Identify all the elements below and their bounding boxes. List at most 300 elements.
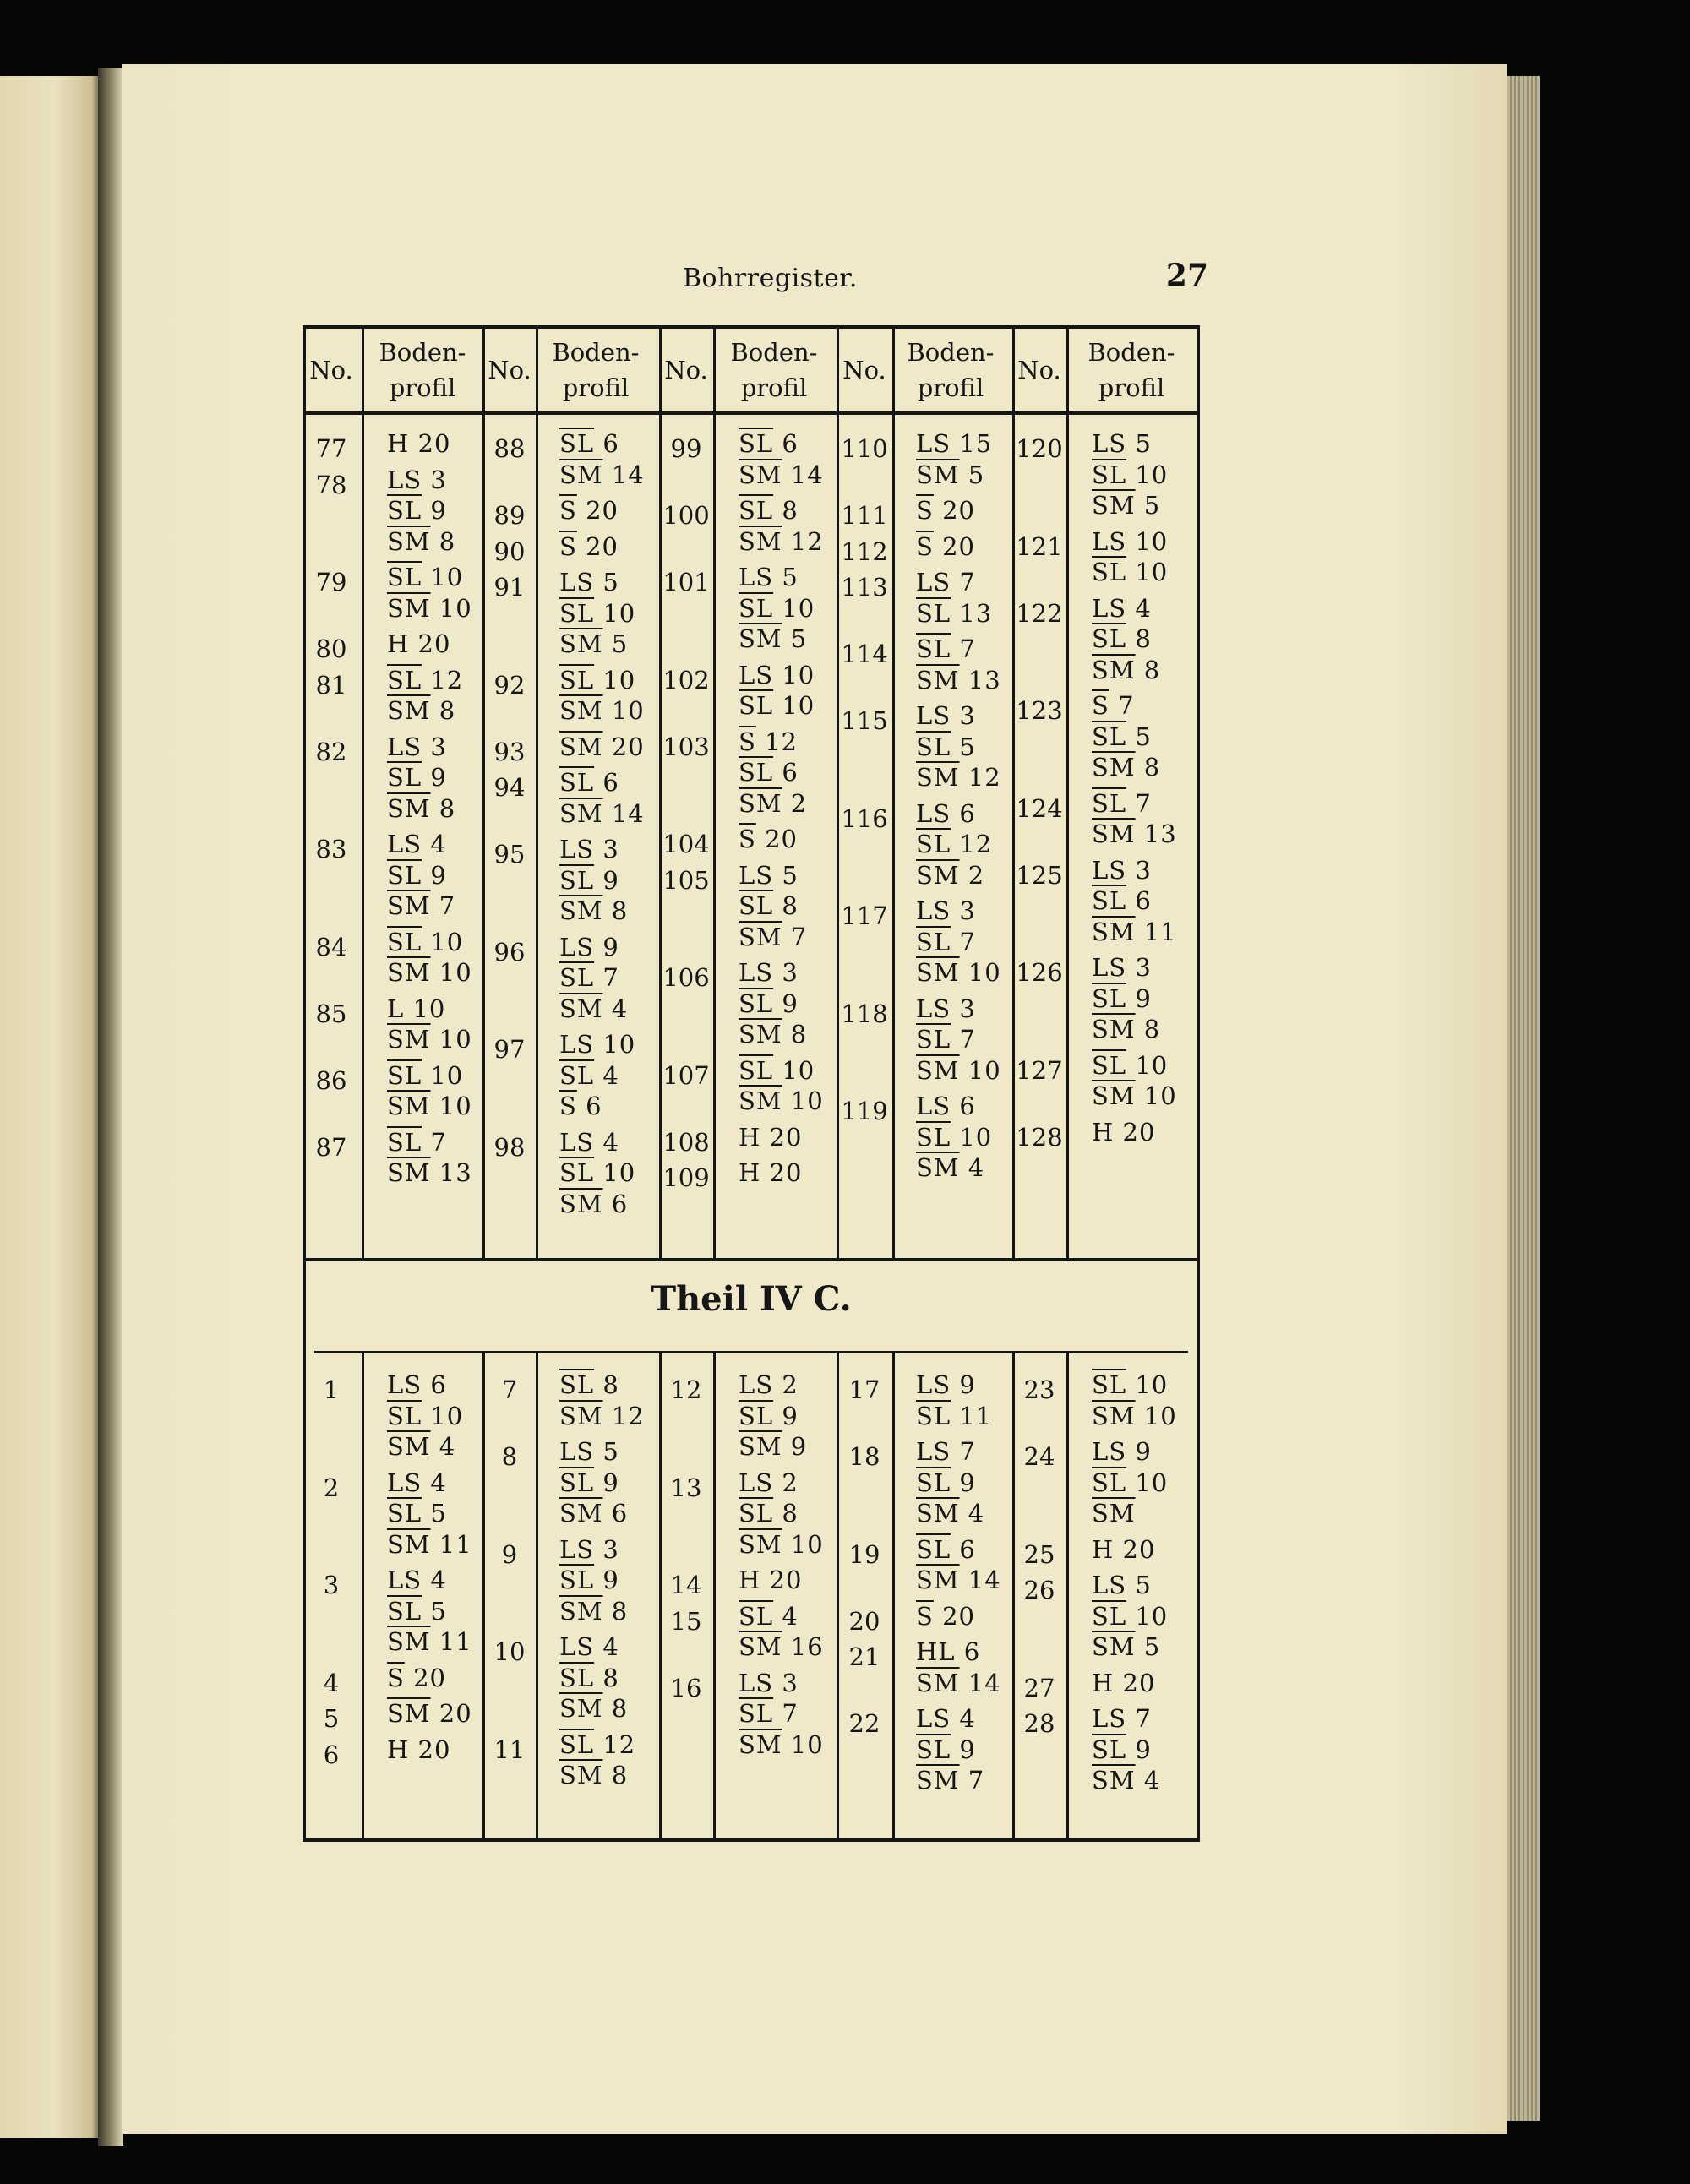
thickness-value: 5 bbox=[422, 1596, 447, 1626]
column-rule bbox=[713, 329, 716, 1258]
profile-entry bbox=[559, 1730, 635, 1759]
soil-code: $\overline{SM}$ bbox=[739, 1020, 782, 1048]
bodenprofil-line bbox=[916, 1765, 984, 1795]
bodenprofil-line bbox=[559, 994, 628, 1024]
profile-entry bbox=[916, 1766, 984, 1795]
profile-entry bbox=[559, 1061, 619, 1090]
thickness-value: 10 bbox=[602, 696, 645, 725]
bodenprofil-line bbox=[739, 757, 799, 787]
bodenprofil-line bbox=[1092, 1570, 1152, 1600]
profile-entry bbox=[559, 1402, 645, 1430]
bodenprofil-line bbox=[559, 932, 619, 962]
profile-entry bbox=[916, 896, 976, 925]
thickness-value: 20 bbox=[576, 531, 619, 561]
bodenprofil-line bbox=[387, 526, 455, 557]
bodenprofil-line bbox=[387, 1565, 447, 1595]
bore-number: 84 bbox=[315, 932, 347, 961]
bodenprofil-line bbox=[1092, 557, 1168, 587]
profile-entry bbox=[916, 763, 1001, 792]
thickness-value: 9 bbox=[594, 1468, 619, 1497]
thickness-value: 5 bbox=[951, 732, 976, 761]
thickness-value: 12 bbox=[782, 526, 824, 556]
profile-entry bbox=[916, 666, 1001, 694]
thickness-value: 14 bbox=[959, 1566, 1001, 1594]
profile-entry bbox=[739, 661, 815, 689]
soil-code: LS bbox=[916, 1437, 951, 1466]
soil-code: $\overline{SM}$ bbox=[739, 922, 782, 951]
profile-entry bbox=[387, 527, 455, 556]
bore-number: 23 bbox=[1023, 1375, 1055, 1404]
soil-code: $\overline{SM}$ bbox=[916, 460, 960, 489]
thickness-value: 20 bbox=[755, 825, 798, 853]
bodenprofil-line bbox=[916, 1401, 992, 1431]
profile-entry bbox=[387, 928, 463, 956]
bore-number: 126 bbox=[1016, 958, 1063, 987]
profile-entry bbox=[387, 1025, 472, 1054]
soil-code: LS bbox=[916, 568, 951, 596]
bodenprofil-line bbox=[559, 1663, 619, 1693]
thickness-value: 12 bbox=[602, 1401, 645, 1430]
bodenprofil-line bbox=[559, 767, 619, 798]
bodenprofil-line bbox=[916, 1498, 984, 1528]
thickness-value: 11 bbox=[1135, 917, 1177, 946]
bodenprofil-line bbox=[739, 460, 824, 490]
bodenprofil-line bbox=[387, 994, 445, 1024]
bodenprofil-line bbox=[739, 1086, 824, 1116]
soil-code: LS bbox=[1092, 953, 1127, 982]
soil-code: $\overline{SL}$ bbox=[739, 1499, 774, 1528]
soil-code: $\overline{SM}$ bbox=[1092, 491, 1136, 520]
profile-entry bbox=[739, 496, 799, 525]
profile-entry bbox=[916, 532, 975, 561]
thickness-value: 5 bbox=[782, 624, 808, 653]
bodenprofil-line bbox=[559, 567, 619, 597]
soil-code: $\overline{SL}$ bbox=[1092, 1370, 1127, 1399]
thickness-value: 6 bbox=[955, 1637, 981, 1666]
header-bodenprofil bbox=[363, 329, 482, 411]
soil-code: $\overline{SL}$ bbox=[1092, 1468, 1127, 1497]
profile-entry bbox=[559, 896, 628, 925]
bodenprofil-line bbox=[739, 727, 798, 757]
bore-number: 103 bbox=[662, 732, 710, 761]
thickness-value: 6 bbox=[576, 1092, 602, 1120]
soil-code: H bbox=[1092, 1668, 1115, 1697]
soil-code: $\overline{SL}$ bbox=[916, 1401, 951, 1430]
soil-code: H bbox=[1092, 1117, 1115, 1146]
bodenprofil-line bbox=[1092, 1050, 1168, 1081]
soil-code: $\overline{SM}$ bbox=[559, 1189, 603, 1218]
bodenprofil-line bbox=[559, 1693, 628, 1724]
soil-code: $\overline{SL}$ bbox=[559, 598, 595, 628]
profile-entry bbox=[559, 568, 619, 596]
soil-code: LS bbox=[916, 798, 951, 828]
thickness-value: 3 bbox=[773, 1668, 799, 1697]
thickness-value: 11 bbox=[430, 1627, 472, 1656]
bore-number: 11 bbox=[493, 1735, 526, 1764]
thickness-value: 10 bbox=[773, 593, 815, 623]
thickness-value: 5 bbox=[959, 460, 985, 489]
bodenprofil-line bbox=[559, 598, 635, 629]
soil-code: $\overline{SM}$ bbox=[739, 526, 782, 556]
profile-entry bbox=[739, 1499, 799, 1528]
thickness-value: 9 bbox=[422, 763, 447, 792]
thickness-value: 10 bbox=[773, 691, 815, 720]
soil-code: $\overline{SL}$ bbox=[559, 963, 595, 992]
soil-code: $\overline{SM}$ bbox=[1092, 753, 1136, 782]
soil-code: LS bbox=[916, 1092, 951, 1120]
bodenprofil-line bbox=[387, 1498, 447, 1528]
soil-code: $\overline{SL}$ bbox=[916, 1122, 951, 1152]
profile-entry bbox=[559, 1092, 602, 1120]
bore-number: 88 bbox=[493, 434, 526, 463]
thickness-value: 4 bbox=[422, 1468, 447, 1497]
bodenprofil-line bbox=[739, 890, 799, 921]
soil-code: $\overline{SM}$ bbox=[387, 891, 431, 920]
profile-entry bbox=[916, 1402, 992, 1430]
thickness-value: 7 bbox=[951, 1025, 976, 1054]
bodenprofil-line bbox=[387, 1735, 450, 1765]
bore-number: 19 bbox=[848, 1539, 880, 1569]
soil-code: $\overline{SL}$ bbox=[916, 1025, 951, 1054]
bore-number: 128 bbox=[1016, 1122, 1063, 1152]
header-no: No. bbox=[1017, 356, 1061, 384]
bodenprofil-line bbox=[739, 1055, 815, 1086]
profile-entry bbox=[739, 691, 815, 720]
bodenprofil-line bbox=[1092, 1534, 1155, 1565]
column-rule bbox=[1012, 329, 1015, 1258]
thickness-value: 20 bbox=[1114, 1534, 1156, 1564]
bodenprofil-line bbox=[559, 1189, 628, 1219]
thickness-value: 4 bbox=[594, 1632, 619, 1661]
profile-entry bbox=[1092, 1704, 1152, 1733]
profile-entry bbox=[387, 1158, 472, 1187]
bodenprofil-line bbox=[1092, 855, 1152, 885]
thickness-value: 10 bbox=[594, 1158, 636, 1187]
profile-entry bbox=[1092, 1468, 1168, 1497]
soil-code: LS bbox=[916, 1370, 951, 1399]
thickness-value: 10 bbox=[430, 1025, 472, 1054]
soil-code: LS bbox=[387, 830, 422, 858]
bore-number: 18 bbox=[848, 1442, 880, 1471]
profile-entry bbox=[559, 666, 635, 694]
thickness-value: 8 bbox=[602, 1761, 629, 1789]
bore-number: 113 bbox=[841, 573, 888, 602]
thickness-value: 10 bbox=[594, 1030, 636, 1059]
thickness-value: 7 bbox=[782, 922, 808, 951]
bodenprofil-line bbox=[739, 860, 799, 890]
thickness-value: 10 bbox=[1126, 558, 1169, 586]
thickness-value: 10 bbox=[1126, 1050, 1169, 1080]
profile-entry bbox=[1092, 558, 1168, 586]
profile-entry bbox=[387, 1061, 463, 1090]
bodenprofil-line bbox=[559, 1596, 628, 1626]
bore-number: 102 bbox=[662, 665, 710, 694]
soil-code: LS bbox=[1092, 1704, 1127, 1733]
bodenprofil-line bbox=[916, 634, 976, 664]
bodenprofil-line bbox=[1092, 428, 1152, 459]
soil-code: $\overline{SM}$ bbox=[1092, 1499, 1136, 1528]
profile-entry bbox=[387, 1432, 455, 1461]
bore-number: 78 bbox=[315, 470, 347, 499]
profile-entry bbox=[739, 624, 807, 653]
soil-code: $\overline{SM}$ bbox=[387, 1158, 431, 1187]
soil-code: $\overline{SL}$ bbox=[1092, 983, 1127, 1013]
bodenprofil-line bbox=[739, 824, 798, 854]
profile-entry bbox=[559, 994, 628, 1023]
profile-entry bbox=[559, 1597, 628, 1626]
bodenprofil-line bbox=[739, 1401, 799, 1431]
thickness-value: 14 bbox=[602, 460, 645, 489]
bodenprofil-line bbox=[916, 762, 1001, 792]
bodenprofil-line bbox=[559, 428, 619, 459]
thickness-value: 20 bbox=[409, 1735, 451, 1764]
thickness-value: 8 bbox=[430, 696, 456, 725]
profile-entry bbox=[1092, 1571, 1152, 1599]
thickness-value: 10 bbox=[422, 1060, 464, 1090]
column-rule bbox=[713, 1351, 716, 1838]
thickness-value: 9 bbox=[951, 1468, 976, 1497]
thickness-value: 14 bbox=[959, 1668, 1001, 1697]
profile-entry bbox=[559, 1499, 628, 1528]
bodenprofil-line bbox=[739, 957, 799, 988]
bodenprofil-line bbox=[916, 1122, 992, 1152]
soil-code: $\overline{SM}$ bbox=[739, 1529, 782, 1559]
soil-code: H bbox=[739, 1158, 761, 1187]
thickness-value: 8 bbox=[1135, 1015, 1161, 1043]
thickness-value: 5 bbox=[773, 860, 799, 890]
soil-code: $\overline{SM}$ bbox=[387, 1432, 431, 1461]
profile-entry bbox=[559, 1535, 619, 1564]
soil-code: $\overline{S}$ bbox=[559, 531, 577, 561]
bore-number: 6 bbox=[323, 1740, 340, 1769]
thickness-value: 8 bbox=[430, 526, 456, 556]
thickness-value: 8 bbox=[602, 1596, 629, 1626]
bodenprofil-line bbox=[916, 1668, 1001, 1698]
thickness-value: 4 bbox=[422, 830, 447, 858]
soil-code: $\overline{SM}$ bbox=[559, 460, 603, 489]
bodenprofil-line bbox=[387, 1698, 472, 1729]
soil-code: $\overline{SM}$ bbox=[387, 1627, 431, 1656]
bodenprofil-line bbox=[559, 1565, 619, 1595]
bodenprofil-line bbox=[1092, 593, 1152, 624]
soil-code: H bbox=[387, 1735, 410, 1764]
profile-entry bbox=[916, 928, 976, 956]
soil-code: $\overline{SM}$ bbox=[916, 860, 960, 890]
profile-entry bbox=[916, 1669, 1001, 1697]
profile-entry bbox=[387, 1370, 447, 1399]
profile-entry bbox=[1092, 1437, 1152, 1466]
thickness-value: 6 bbox=[1126, 886, 1152, 915]
bore-number: 79 bbox=[315, 568, 347, 596]
bodenprofil-line bbox=[916, 1055, 1001, 1086]
soil-code: $\overline{SL}$ bbox=[1092, 788, 1127, 818]
profile-entry bbox=[916, 568, 976, 596]
bore-number: 94 bbox=[493, 773, 526, 802]
profile-entry bbox=[559, 599, 635, 628]
profile-entry bbox=[739, 1402, 799, 1430]
profile-entry bbox=[1092, 886, 1152, 915]
profile-entry bbox=[739, 1530, 824, 1559]
bodenprofil-line bbox=[1092, 690, 1135, 721]
bodenprofil-line bbox=[739, 1431, 807, 1462]
soil-code: $\overline{SM}$ bbox=[559, 896, 603, 925]
thickness-value: 8 bbox=[782, 1020, 808, 1048]
bore-number: 27 bbox=[1023, 1673, 1055, 1702]
header-text: Boden- bbox=[730, 338, 818, 367]
thickness-value: 9 bbox=[594, 1566, 619, 1594]
thickness-value: 6 bbox=[951, 1534, 976, 1564]
bodenprofil-line bbox=[916, 1637, 980, 1667]
soil-code: $\overline{S}$ bbox=[739, 727, 756, 756]
bodenprofil-line bbox=[387, 629, 450, 659]
bore-number: 15 bbox=[670, 1606, 702, 1636]
soil-code: $\overline{SM}$ bbox=[559, 1596, 603, 1626]
header-text: Boden- bbox=[1088, 338, 1175, 367]
bodenprofil-line bbox=[1092, 1631, 1160, 1662]
bore-number: 104 bbox=[662, 830, 710, 858]
profile-entry bbox=[916, 1092, 976, 1120]
profile-entry bbox=[387, 1092, 472, 1120]
profile-entry bbox=[1092, 856, 1152, 885]
bore-number: 82 bbox=[315, 737, 347, 766]
bodenprofil-line bbox=[387, 762, 447, 792]
profile-entry bbox=[739, 923, 807, 951]
soil-code: $\overline{SM}$ bbox=[916, 958, 960, 987]
thickness-value: 10 bbox=[594, 598, 636, 628]
soil-code: $\overline{SL}$ bbox=[387, 1596, 422, 1626]
soil-code: LS bbox=[916, 429, 951, 458]
thickness-value: 9 bbox=[951, 1735, 976, 1764]
bodenprofil-line bbox=[559, 834, 619, 864]
thickness-value: 5 bbox=[773, 563, 799, 591]
bodenprofil-line bbox=[559, 1060, 619, 1091]
profile-entry bbox=[387, 563, 463, 591]
soil-code: $\overline{SL}$ bbox=[916, 1468, 951, 1497]
soil-code: H bbox=[739, 1122, 761, 1152]
thickness-value: 8 bbox=[773, 496, 799, 525]
thickness-value: 8 bbox=[773, 891, 799, 920]
profile-entry bbox=[1092, 1015, 1160, 1043]
thickness-value: 3 bbox=[422, 732, 447, 761]
facing-page-edge bbox=[0, 76, 100, 2138]
soil-code: LS bbox=[739, 860, 774, 890]
thickness-value: 12 bbox=[422, 665, 464, 694]
thickness-value: 4 bbox=[959, 1499, 985, 1528]
thickness-value: 6 bbox=[602, 1189, 629, 1218]
bodenprofil-line bbox=[1092, 1735, 1152, 1765]
bodenprofil-line bbox=[1092, 1668, 1155, 1698]
soil-code: $\overline{SM}$ bbox=[387, 958, 431, 987]
soil-code: $\overline{SM}$ bbox=[739, 624, 782, 653]
profile-entry bbox=[916, 1704, 976, 1733]
profile-entry bbox=[1092, 1735, 1152, 1764]
profile-entry bbox=[1092, 1602, 1168, 1631]
bodenprofil-line bbox=[739, 1370, 799, 1400]
profile-entry bbox=[387, 1597, 447, 1626]
soil-code: $\overline{SM}$ bbox=[559, 696, 603, 725]
profile-entry bbox=[1092, 1632, 1160, 1661]
bore-number: 119 bbox=[841, 1097, 888, 1125]
bodenprofil-line bbox=[559, 1157, 635, 1188]
thickness-value: 11 bbox=[951, 1401, 993, 1430]
bodenprofil-line bbox=[739, 1729, 824, 1760]
soil-code: $\overline{SL}$ bbox=[916, 927, 951, 956]
soil-code: $\overline{SM}$ bbox=[739, 1632, 782, 1661]
column-rule bbox=[659, 1351, 662, 1838]
thickness-value: 12 bbox=[951, 830, 993, 858]
thickness-value: 5 bbox=[594, 568, 619, 596]
thickness-value: 13 bbox=[959, 665, 1001, 694]
profile-entry bbox=[739, 1432, 807, 1461]
thickness-value: 10 bbox=[782, 1529, 824, 1559]
bore-number: 93 bbox=[493, 737, 526, 766]
bodenprofil-line bbox=[1092, 460, 1168, 490]
bore-number: 86 bbox=[315, 1065, 347, 1095]
thickness-value: 20 bbox=[933, 496, 975, 525]
bore-number: 109 bbox=[662, 1163, 710, 1192]
thickness-value: 5 bbox=[1135, 1632, 1161, 1661]
profile-entry bbox=[1092, 984, 1152, 1013]
thickness-value: 9 bbox=[1126, 1735, 1152, 1764]
thickness-value: 20 bbox=[409, 429, 451, 458]
column-rule bbox=[837, 329, 839, 1258]
soil-code: $\overline{SL}$ bbox=[559, 429, 595, 458]
thickness-value: 8 bbox=[602, 1694, 629, 1723]
profile-entry bbox=[387, 763, 447, 792]
bodenprofil-line bbox=[559, 1534, 619, 1565]
thickness-value: 20 bbox=[760, 1158, 803, 1187]
bodenprofil-line bbox=[559, 1401, 645, 1431]
profile-entry bbox=[916, 701, 976, 730]
bodenprofil-line bbox=[916, 957, 1001, 988]
profile-entry bbox=[387, 1566, 447, 1594]
section-title: Theil IV C. bbox=[651, 1279, 852, 1319]
thickness-value: 20 bbox=[576, 496, 619, 525]
soil-code: $\overline{SM}$ bbox=[1092, 1632, 1136, 1661]
column-rule bbox=[362, 329, 364, 1258]
soil-code: $\overline{SM}$ bbox=[559, 1761, 603, 1789]
soil-code: $\overline{SL}$ bbox=[387, 1499, 422, 1528]
soil-code: $\overline{SL}$ bbox=[916, 598, 951, 628]
soil-code: $\overline{SL}$ bbox=[1092, 558, 1127, 586]
profile-entry bbox=[739, 460, 824, 489]
bodenprofil-line bbox=[387, 1370, 447, 1400]
thickness-value: 7 bbox=[951, 635, 976, 663]
thickness-value: 14 bbox=[602, 798, 645, 828]
bore-number: 5 bbox=[323, 1704, 340, 1733]
soil-code: $\overline{SL}$ bbox=[559, 1663, 595, 1692]
soil-code: $\overline{SM}$ bbox=[1092, 655, 1136, 684]
soil-code: $\overline{SM}$ bbox=[916, 1566, 960, 1594]
soil-code: LS bbox=[739, 1370, 774, 1399]
soil-code: $\overline{SM}$ bbox=[387, 526, 431, 556]
soil-code: $\overline{SM}$ bbox=[559, 629, 603, 658]
column-rule bbox=[482, 1351, 485, 1838]
bodenprofil-line bbox=[387, 732, 447, 762]
profile-entry bbox=[1092, 1370, 1168, 1399]
bore-number: 97 bbox=[493, 1035, 526, 1064]
profile-entry bbox=[916, 1370, 976, 1399]
bodenprofil-line bbox=[916, 665, 1001, 695]
thickness-value: 3 bbox=[951, 994, 976, 1023]
book-gutter bbox=[98, 68, 123, 2146]
soil-code: $\overline{SM}$ bbox=[559, 1499, 603, 1528]
bodenprofil-line bbox=[1092, 1765, 1160, 1795]
thickness-value: 5 bbox=[594, 1437, 619, 1466]
profile-entry bbox=[739, 1087, 824, 1115]
profile-entry bbox=[559, 429, 619, 458]
bodenprofil-line bbox=[387, 665, 463, 695]
